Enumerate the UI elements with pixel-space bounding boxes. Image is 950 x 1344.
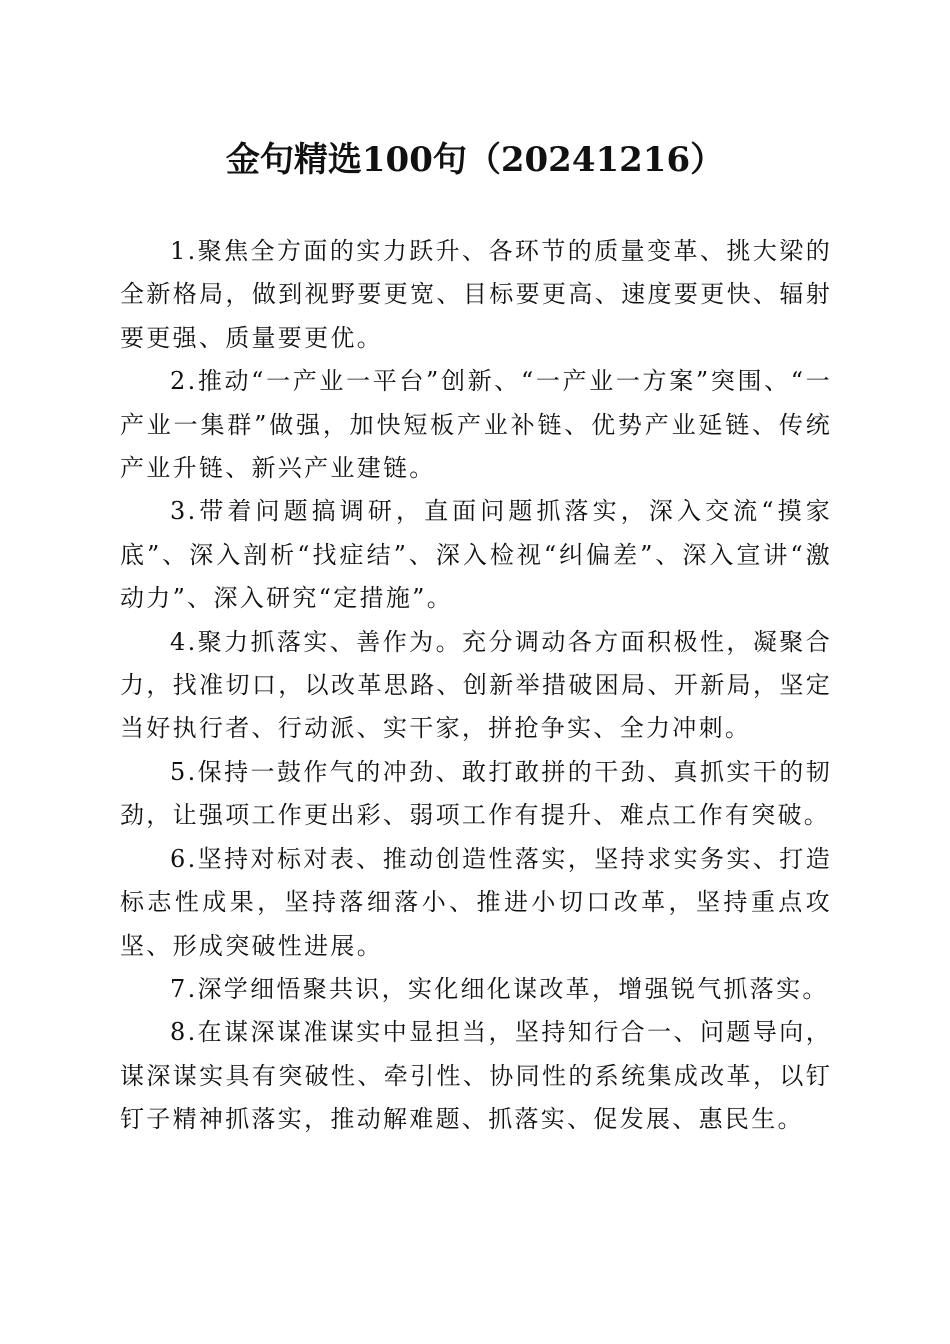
paragraph-2: 2.推动“一产业一平台”创新、“一产业一方案”突围、“一产业一集群”做强，加快短板产业补链、优势产业延链、传统产业升链、新兴产业建链。 bbox=[120, 367, 832, 483]
paragraph-8: 8.在谋深谋准谋实中显担当，坚持知行合一、问题导向，谋深谋实具有突破性、牵引性、协同性的系统集成改革，以钉钉子精神抓落实，推动解难题、抓落实、促发展、惠民生。 bbox=[120, 1018, 832, 1134]
paragraph-4: 4.聚力抓落实、善作为。充分调动各方面积极性，凝聚合力，找准切口，以改革思路、创新举措破困局、开新局，坚定当好执行者、行动派、实干家，拼抢争实、全力冲刺。 bbox=[120, 627, 832, 743]
paragraph-3: 3.带着问题搞调研，直面问题抓落实，深入交流“摸家底”、深入剖析“找症结”、深入检视“纠偏差”、深入宣讲“激动力”、深入研究“定措施”。 bbox=[120, 497, 832, 613]
paragraph-7: 7.深学细悟聚共识，实化细化谋改革，增强锐气抓落实。 bbox=[170, 974, 829, 1003]
paragraph-5: 5.保持一鼓作气的冲劲、敢打敢拼的干劲、真抓实干的韧劲，让强项工作更出彩、弱项工作有提升、难点工作有突破。 bbox=[120, 757, 832, 830]
page-title: 金句精选100句（20241216） bbox=[225, 140, 725, 180]
paragraph-1: 1.聚焦全方面的实力跃升、各环节的质量变革、挑大梁的全新格局，做到视野要更宽、目标要更高、速度要更快、辐射要更强、质量要更优。 bbox=[120, 237, 832, 352]
paragraph-6: 6.坚持对标对表、推动创造性落实，坚持求实务实、打造标志性成果，坚持落细落小、推进小切口改革，坚持重点攻坚、形成突破性进展。 bbox=[120, 844, 832, 960]
document-body bbox=[120, 230, 832, 1142]
